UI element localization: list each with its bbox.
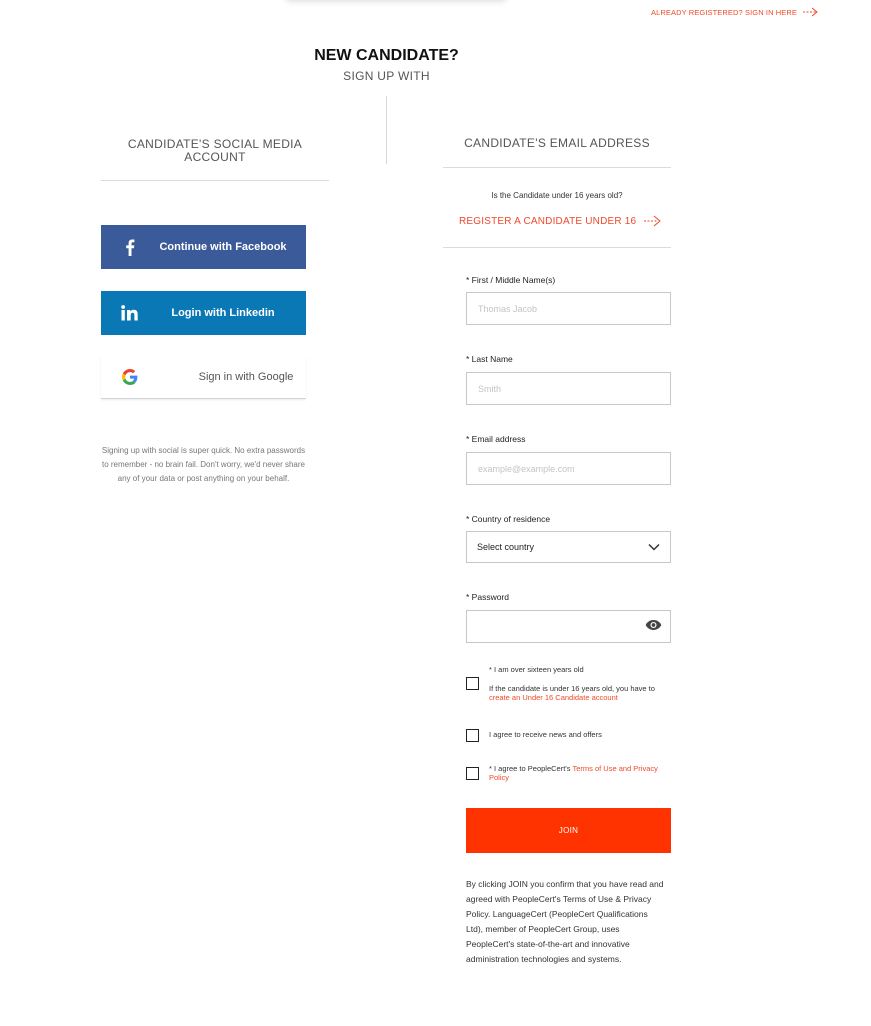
join-button[interactable]: JOIN bbox=[466, 808, 671, 853]
under16-divider bbox=[443, 247, 671, 248]
facebook-icon bbox=[101, 239, 158, 256]
linkedin-button[interactable] bbox=[101, 291, 306, 335]
facebook-button-label: Continue with Facebook bbox=[159, 241, 287, 253]
terms-checkbox-label bbox=[489, 764, 659, 782]
age-checkbox-note bbox=[489, 684, 674, 702]
social-title-divider bbox=[101, 180, 329, 181]
last-name-input[interactable] bbox=[466, 372, 671, 405]
email-input[interactable] bbox=[466, 452, 671, 485]
linkedin-icon bbox=[101, 305, 158, 321]
first-name-input[interactable] bbox=[466, 292, 671, 325]
country-select[interactable] bbox=[466, 531, 671, 563]
news-checkbox[interactable] bbox=[466, 729, 479, 742]
email-label: * Email address bbox=[466, 434, 526, 444]
page-subtitle: SIGN UP WITH bbox=[343, 69, 430, 83]
linkedin-button-label: Login with Linkedin bbox=[171, 307, 275, 319]
email-section-title: CANDIDATE'S EMAIL ADDRESS bbox=[464, 136, 650, 150]
register-under16-link[interactable] bbox=[459, 214, 662, 228]
age-checkbox[interactable] bbox=[466, 677, 479, 690]
terms-link[interactable]: Terms of Use and Privacy Policy bbox=[489, 764, 658, 782]
email-title-divider bbox=[443, 167, 671, 168]
social-section-title: CANDIDATE'S SOCIAL MEDIA ACCOUNT bbox=[127, 137, 303, 164]
password-label: * Password bbox=[466, 592, 509, 602]
last-name-label: * Last Name bbox=[466, 354, 513, 364]
sign-in-link-label: ALREADY REGISTERED? SIGN IN HERE bbox=[651, 7, 798, 17]
column-divider bbox=[386, 96, 387, 164]
google-button[interactable] bbox=[101, 356, 306, 399]
register-under16-label: REGISTER A CANDIDATE UNDER 16 bbox=[459, 215, 637, 227]
country-label: * Country of residence bbox=[466, 514, 551, 524]
facebook-button[interactable] bbox=[101, 225, 306, 269]
chevron-down-icon bbox=[648, 543, 660, 551]
password-input[interactable] bbox=[466, 610, 671, 643]
sign-in-link[interactable] bbox=[651, 7, 819, 17]
under16-account-link[interactable]: create an Under 16 Candidate account bbox=[489, 693, 618, 702]
legal-text: By clicking JOIN you confirm that you have read and agreed with PeopleCert's Terms of Use & Privacy Policy. LanguageCert (PeopleCert Qualifications Ltd), member of PeopleCert Group, uses PeopleCert's state-of-the-art and innovative administration technologies and systems. bbox=[466, 879, 664, 964]
google-icon bbox=[101, 369, 158, 385]
age-checkbox-label: * I am over sixteen years old bbox=[489, 665, 584, 674]
google-button-label: Sign in with Google bbox=[198, 371, 294, 383]
country-select-value: Select country bbox=[477, 542, 535, 552]
under16-question: Is the Candidate under 16 years old? bbox=[491, 191, 623, 200]
arrow-right-icon bbox=[644, 214, 662, 228]
page-title: NEW CANDIDATE? bbox=[314, 47, 459, 64]
age-note-text: If the candidate is under 16 years old, you have to bbox=[489, 684, 655, 693]
terms-prefix: * I agree to PeopleCert's bbox=[489, 764, 573, 773]
arrow-right-icon bbox=[803, 7, 819, 17]
news-checkbox-label: I agree to receive news and offers bbox=[489, 730, 602, 739]
terms-checkbox[interactable] bbox=[466, 767, 479, 780]
social-signup-note: Signing up with social is super quick. No extra passwords to remember - no brain fail. Don't worry, we'd never share any of your data or post anything on your behalf. bbox=[101, 446, 306, 483]
first-name-label: * First / Middle Name(s) bbox=[466, 275, 556, 285]
eye-icon[interactable] bbox=[645, 619, 662, 631]
